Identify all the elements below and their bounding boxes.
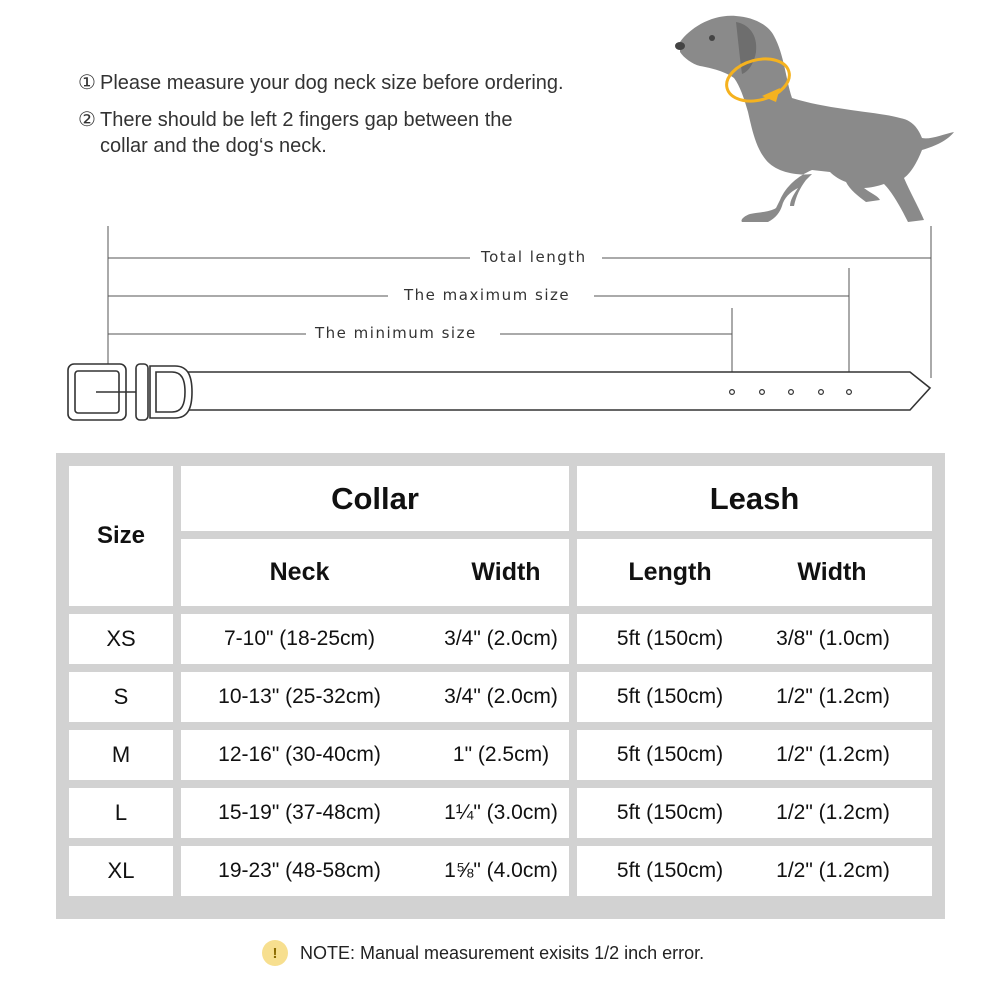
instruction-text: There should be left 2 fingers gap between the xyxy=(100,109,513,131)
length-cell: 5ft (150cm) xyxy=(616,627,724,650)
leash-row-cell xyxy=(577,614,932,664)
neck-cell: 15-19" (37-48cm) xyxy=(218,801,381,824)
length-cell: 5ft (150cm) xyxy=(616,801,724,824)
collar-row-cell xyxy=(181,730,569,780)
collar-width-cell: 3/4" (2.0cm) xyxy=(444,627,558,650)
collar-width-cell: 1¼" (3.0cm) xyxy=(444,801,558,824)
size-cell: L xyxy=(69,788,173,838)
instruction-text-continued: collar and the dog‘s neck. xyxy=(100,135,327,157)
size-chart-table xyxy=(56,453,945,919)
collar-subheader-row xyxy=(181,539,569,606)
note-text: NOTE: Manual measurement exisits 1/2 inch error. xyxy=(300,942,705,963)
collar-strap xyxy=(68,364,930,420)
measurement-note xyxy=(262,940,704,966)
neck-cell: 7-10" (18-25cm) xyxy=(223,627,375,650)
leash-row-cell xyxy=(577,672,932,722)
leash-header: Leash xyxy=(577,466,932,531)
leash-width-cell: 1/2" (1.2cm) xyxy=(776,685,890,708)
leash-width-cell: 1/2" (1.2cm) xyxy=(776,801,890,824)
minimum-size-label: The minimum size xyxy=(315,324,477,342)
collar-width-column-header: Width xyxy=(471,558,541,586)
collar-row-cell xyxy=(181,788,569,838)
length-cell: 5ft (150cm) xyxy=(616,743,724,766)
neck-cell: 19-23" (48-58cm) xyxy=(218,859,381,882)
leash-width-cell: 1/2" (1.2cm) xyxy=(776,743,890,766)
collar-header: Collar xyxy=(181,466,569,531)
collar-row-cell xyxy=(181,614,569,664)
leash-width-cell: 3/8" (1.0cm) xyxy=(776,627,890,650)
leash-row-cell xyxy=(577,846,932,896)
dog-icon xyxy=(675,16,954,222)
collar-row-cell xyxy=(181,846,569,896)
maximum-size-label: The maximum size xyxy=(404,286,571,304)
collar-width-cell: 1⅝" (4.0cm) xyxy=(444,859,558,882)
collar-row-cell xyxy=(181,672,569,722)
instruction-text: Please measure your dog neck size before ordering. xyxy=(100,72,564,94)
total-length-label: Total length xyxy=(481,248,587,266)
size-cell: M xyxy=(69,730,173,780)
length-cell: 5ft (150cm) xyxy=(616,859,724,882)
warning-icon: ! xyxy=(262,940,288,966)
step-number: ① xyxy=(78,72,96,94)
size-cell: XS xyxy=(69,614,173,664)
size-cell: XL xyxy=(69,846,173,896)
length-column-header: Length xyxy=(628,558,712,586)
neck-cell: 12-16" (30-40cm) xyxy=(218,743,381,766)
leash-width-column-header: Width xyxy=(797,558,867,586)
size-header: Size xyxy=(69,466,173,606)
step-number: ② xyxy=(78,109,96,131)
leash-width-cell: 1/2" (1.2cm) xyxy=(776,859,890,882)
collar-diagram xyxy=(0,0,1000,440)
leash-row-cell xyxy=(577,788,932,838)
leash-row-cell xyxy=(577,730,932,780)
leash-subheader-row xyxy=(577,539,932,606)
collar-width-cell: 3/4" (2.0cm) xyxy=(444,685,558,708)
neck-column-header: Neck xyxy=(269,558,330,586)
length-cell: 5ft (150cm) xyxy=(616,685,724,708)
neck-cell: 10-13" (25-32cm) xyxy=(218,685,381,708)
collar-width-cell: 1" (2.5cm) xyxy=(452,743,550,766)
size-cell: S xyxy=(69,672,173,722)
